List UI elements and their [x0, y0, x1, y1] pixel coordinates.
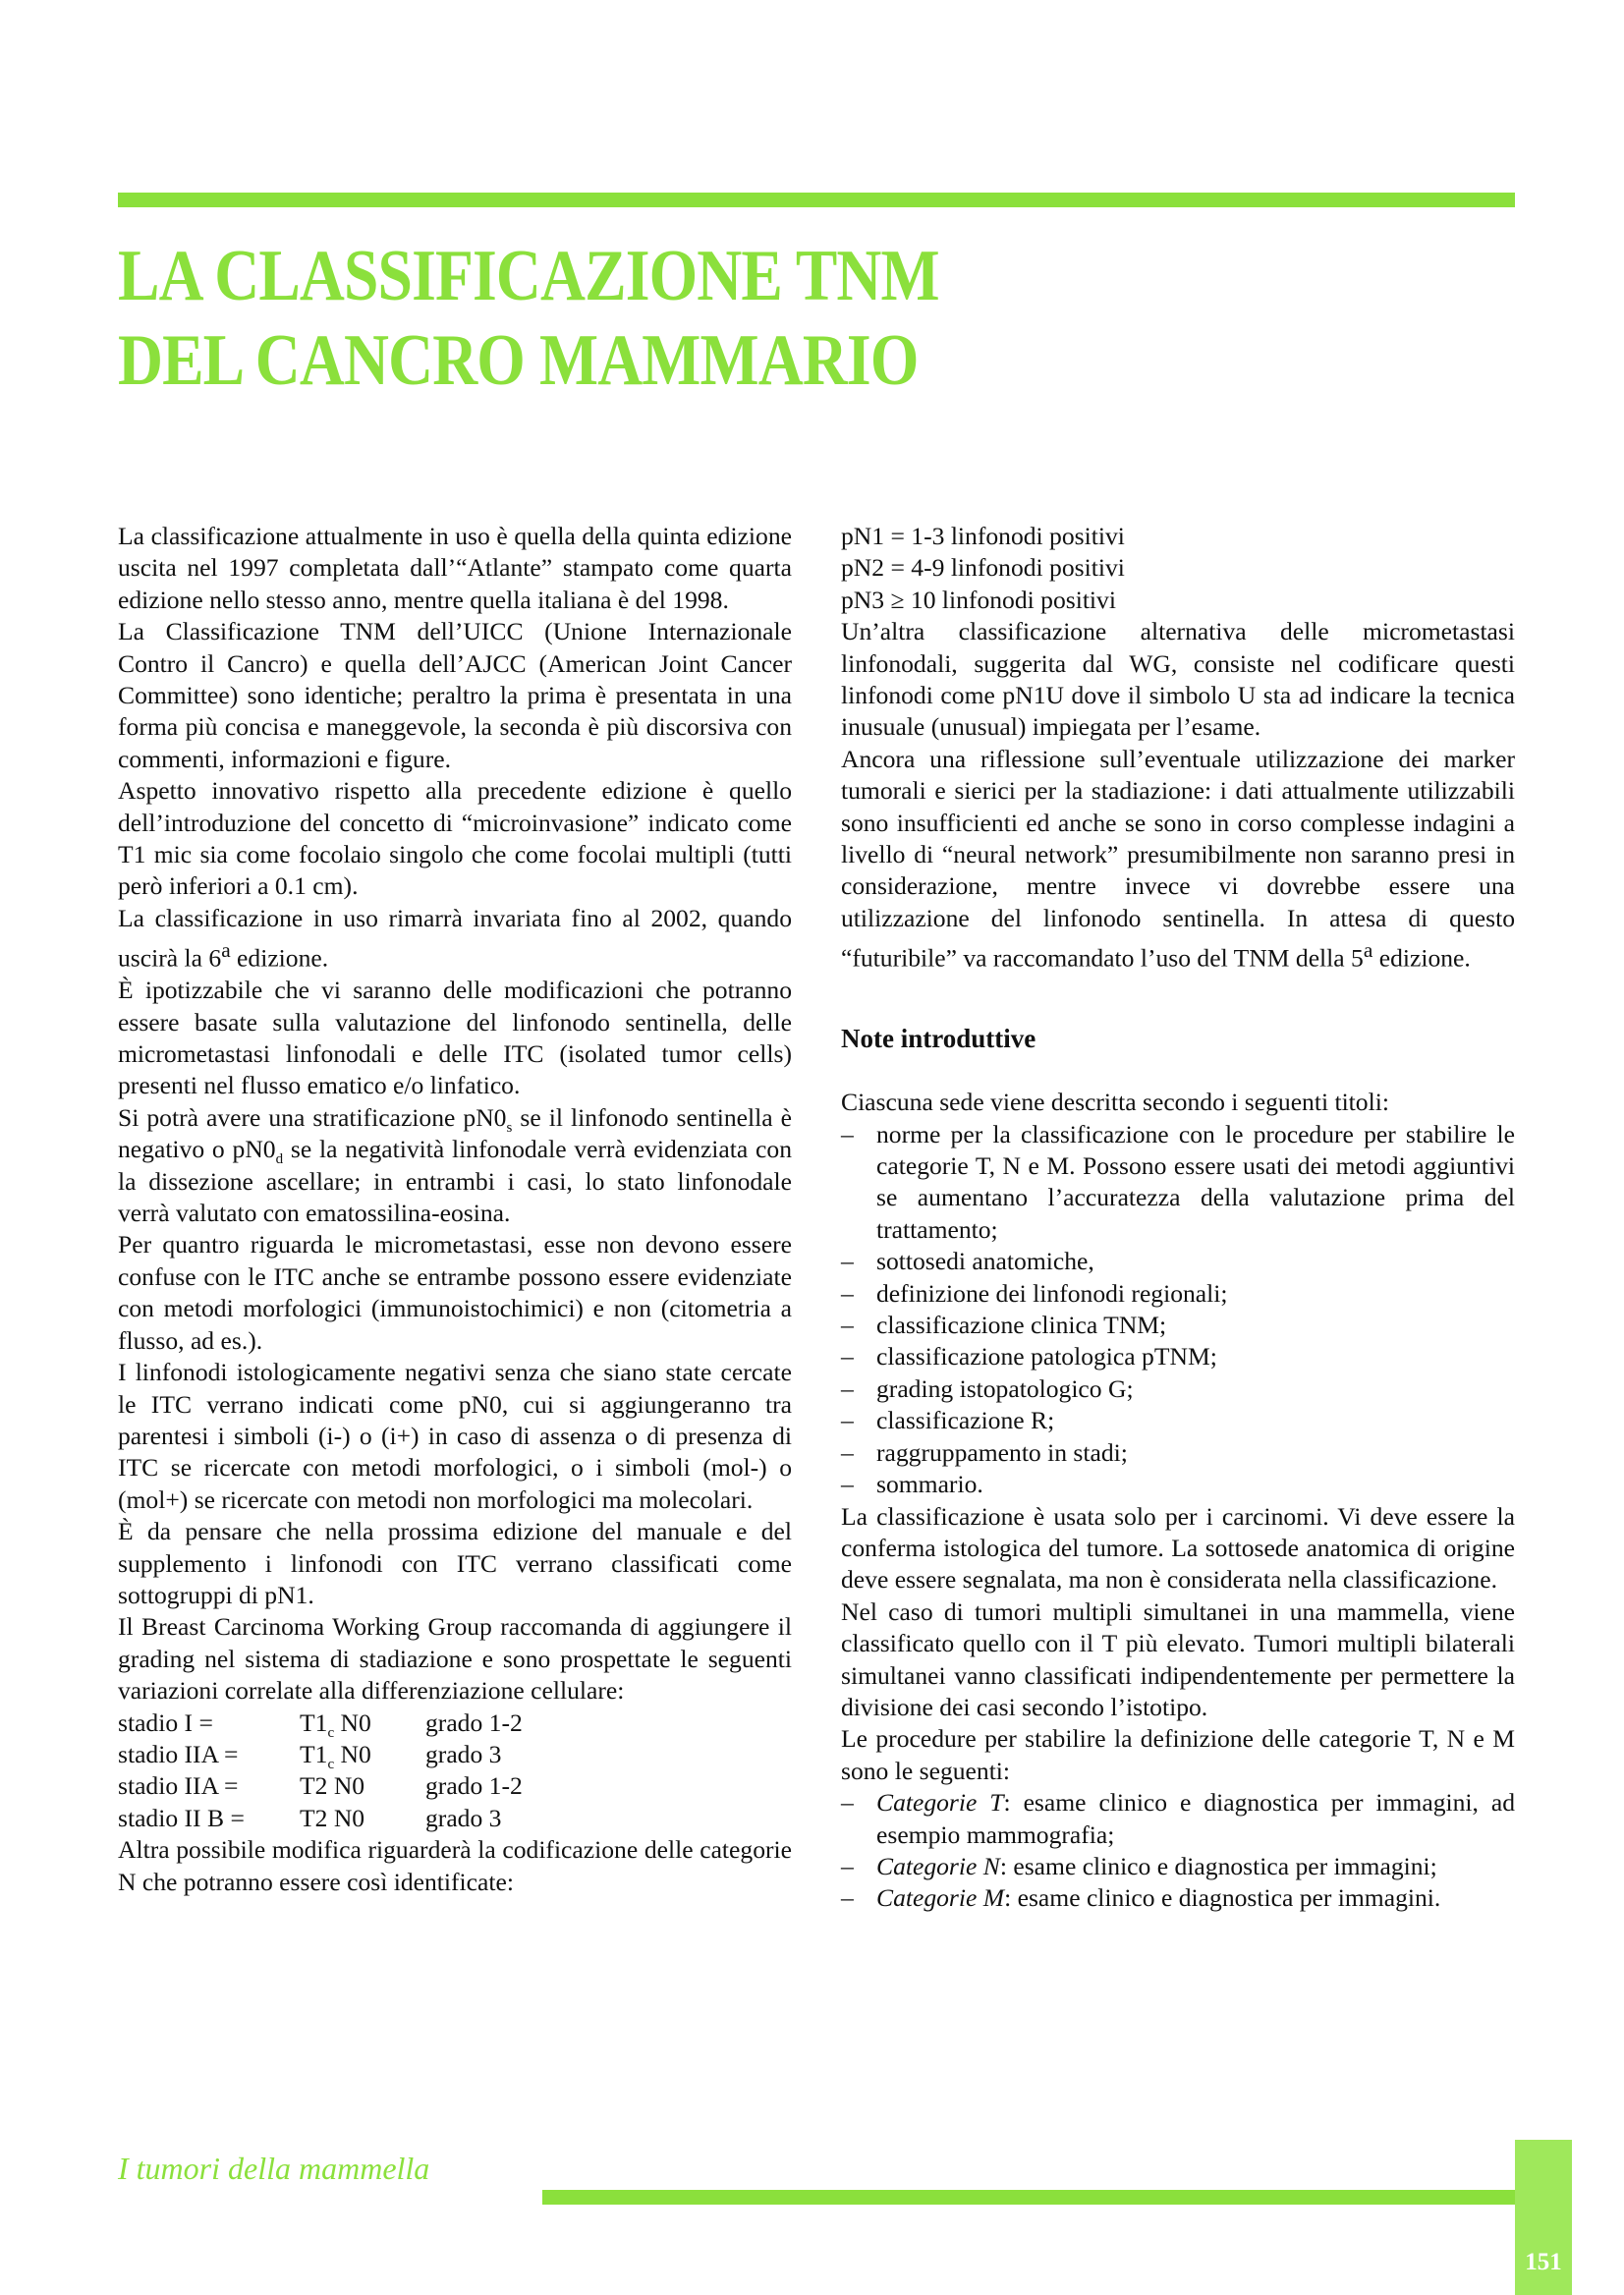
stadio-tn: $T1_c$ N0 [300, 1739, 371, 1773]
list-item: – definizione dei linfonodi regionali; [841, 1278, 1515, 1310]
stadio-tn: T2 N0 [300, 1771, 365, 1801]
paragraph [118, 1102, 792, 1230]
section-heading: Note introduttive [841, 1024, 1036, 1054]
superscript: a [221, 938, 231, 963]
list-item: – classificazione clinica TNM; [841, 1310, 1515, 1341]
text-run: se la negatività linfonodale verrà evidenziata con la dissezione ascellare; in entrambi i casi, lo stato linfonodale verrà valutato con ematossilina-eosina. [118, 1135, 792, 1228]
category-text: : esame clinico e diagnostica per immagini, ad esempio mammografia; [876, 1788, 1515, 1849]
stadio-grade: grado 1-2 [425, 1707, 523, 1737]
paragraph: Il Breast Carcinoma Working Group raccomanda di aggiungere il grading nel sistema di stadiazione e sono prospettate le seguenti variazioni correlate alla differenziazione cellulare: [118, 1612, 792, 1706]
category-label: Categorie T [876, 1788, 1004, 1818]
category-text: : esame clinico e diagnostica per immagini. [1004, 1883, 1441, 1913]
paragraph: Aspetto innovativo rispetto alla precedente edizione è quello dell’introduzione del concetto di “microinvasione” indicato come T1 mic sia come focolaio singolo che come focolai multipli (tutti però inferiori a 0.1 cm). [118, 776, 792, 901]
pn-line: pN2 = 4-9 linfonodi positivi [841, 553, 1125, 583]
paragraph: È da pensare che nella prossima edizione del manuale e del supplemento i linfonodi con ITC verrano classificati come sottogruppi di pN1. [118, 1517, 792, 1609]
page-number: 151 [1525, 2249, 1562, 2275]
stadio-tn: T2 N0 [300, 1803, 365, 1832]
list-item: – classificazione patologica pTNM; [841, 1341, 1515, 1372]
page-title [118, 234, 939, 403]
paragraph: Le procedure per stabilire la definizione delle categorie T, N e M sono le seguenti: [841, 1724, 1515, 1785]
text-run: Si potrà avere una stratificazione pN0 [118, 1102, 507, 1132]
paragraph: Altra possibile modifica riguarderà la codificazione delle categorie N che potranno essere così identificate: [118, 1835, 792, 1896]
subscript: s [506, 1119, 513, 1136]
top-rule [118, 193, 1515, 207]
list-item [841, 1787, 1515, 1851]
subscript: d [275, 1151, 284, 1168]
superscript: a [1363, 938, 1373, 963]
category-text: : esame clinico e diagnostica per immagini; [999, 1851, 1437, 1880]
paragraph [118, 903, 792, 975]
pn-line: pN3 ≥ 10 linfonodi positivi [841, 585, 1116, 614]
paragraph: Ciascuna sede viene descritta secondo i seguenti titoli: [841, 1088, 1389, 1117]
stadio-stage: stadio IIA = [118, 1771, 239, 1801]
paragraph: Nel caso di tumori multipli simultanei in una mammella, viene classificato quello con il T più elevato. Tumori multipli bilaterali simultanei vanno classificati indipendentemente per permettere la divisione dei casi secondo l’istotipo. [841, 1596, 1515, 1721]
category-label: Categorie N [876, 1851, 1000, 1880]
paragraph: È ipotizzabile che vi saranno delle modificazioni che potranno essere basate sulla valutazione del linfonodo sentinella, delle micrometastasi linfonodali e delle ITC (isolated tumor cells) presenti nel flusso ematico e/o linfatico. [118, 976, 792, 1100]
stadio-grade: grado 1-2 [425, 1771, 523, 1801]
footer-book-title: I tumori della mammella [118, 2151, 430, 2186]
text-run: edizione. [230, 943, 329, 973]
list-item [841, 1882, 1515, 1914]
stadio-grade: grado 3 [425, 1803, 502, 1832]
paragraph: La classificazione è usata solo per i carcinomi. Vi deve essere la conferma istologica del tumore. La sottosede anatomica di origine deve essere segnalata, ma non è considerata nella classificazione. [841, 1501, 1515, 1595]
list-item: – classificazione R; [841, 1405, 1515, 1436]
stadio-table [118, 1707, 792, 1835]
text-run: se il linfonodo sentinella è negativo o pN0 [118, 1102, 792, 1164]
page-title-line-1: LA CLASSIFICAZIONE TNM [118, 236, 939, 316]
list-item: – raggruppamento in stadi; [841, 1437, 1515, 1469]
list-item: – norme per la classificazione con le procedure per stabilire le categorie T, N e M. Possono essere usati dei metodi aggiuntivi se aumentano l’accuratezza della valutazione prima del trattamento; [841, 1119, 1515, 1247]
right-column [841, 521, 1515, 1915]
stadio-grade: grado 3 [425, 1739, 502, 1768]
list-item [841, 1851, 1515, 1882]
paragraph: Per quantro riguarda le micrometastasi, esse non devono essere confuse con le ITC anche se entrambe possono essere evidenziate con metodi morfologici (immunoistochimici) e non (citometria a flusso, ad es.). [118, 1230, 792, 1355]
list-item: – grading istopatologico G; [841, 1373, 1515, 1405]
footer-rule [542, 2190, 1515, 2205]
stadio-tn: $T1_c$ N0 [300, 1707, 371, 1741]
stadio-stage: stadio IIA = [118, 1739, 239, 1768]
paragraph: La classificazione attualmente in uso è quella della quinta edizione uscita nel 1997 completata dall’“Atlante” stampato come quarta edizione nello stesso anno, mentre quella italiana è del 1998. [118, 522, 792, 614]
pn-line: pN1 = 1-3 linfonodi positivi [841, 522, 1125, 550]
left-column [118, 521, 792, 1898]
titles-list [841, 1119, 1515, 1501]
text-run: Ancora una riflessione sull’eventuale utilizzazione dei marker tumorali e sierici per la stadiazione: i dati attualmente utilizzabili sono insufficienti ed anche se sono in corso complesse indagini a livello di “neural network” presumibilmente non saranno presi in considerazione, mentre invece vi dovrebbe essere una utilizzazione del linfonodo sentinella. In attesa di questo “futuribile” va raccomandato l’uso del TNM della 5 [841, 744, 1515, 973]
paragraph: Un’altra classificazione alternativa delle micrometastasi linfonodali, suggerita dal WG, consiste nel codificare questi linfonodi come pN1U dove il simbolo U sta ad indicare la tecnica inusuale (unusual) impiegata per l’esame. [841, 617, 1515, 742]
paragraph: I linfonodi istologicamente negativi senza che siano state cercate le ITC verrano indicati come pN0, cui si aggiungeranno tra parentesi i simboli (i-) o (i+) in caso di assenza o di presenza di ITC se ricercate con metodi morfologici, o i simboli (mol-) o (mol+) se ricercate con metodi non morfologici ma molecolari. [118, 1358, 792, 1514]
category-label: Categorie M [876, 1883, 1005, 1913]
page-title-line-2: DEL CANCRO MAMMARIO [118, 320, 919, 401]
list-item: – sommario. [841, 1469, 1515, 1500]
stadio-stage: stadio I = [118, 1707, 213, 1737]
text-run: edizione. [1372, 943, 1471, 973]
text-run: La classificazione in uso rimarrà invariata fino al 2002, quando uscirà la 6 [118, 903, 792, 973]
stadio-stage: stadio II B = [118, 1803, 245, 1832]
procedures-list [841, 1787, 1515, 1915]
paragraph: La Classificazione TNM dell’UICC (Unione Internazionale Contro il Cancro) e quella dell’AJCC (American Joint Cancer Committee) sono identiche; peraltro la prima è presentata in una forma più concisa e maneggevole, la seconda è più discorsiva con commenti, informazioni e figure. [118, 617, 792, 773]
paragraph [841, 744, 1515, 975]
list-item: – sottosedi anatomiche, [841, 1246, 1515, 1277]
